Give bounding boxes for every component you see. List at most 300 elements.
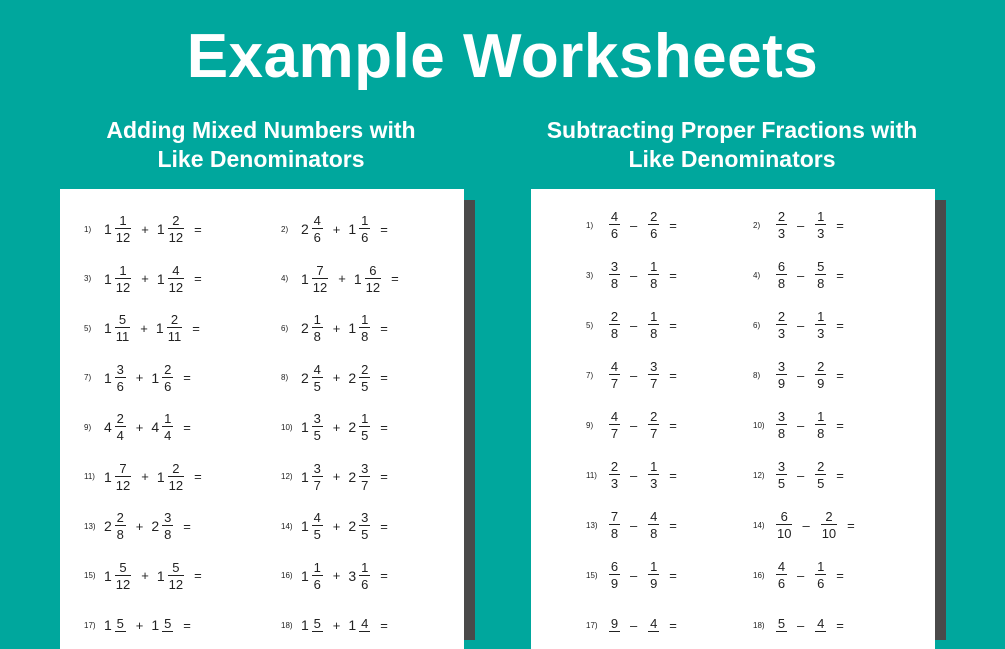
- whole-number: 1: [104, 270, 112, 287]
- math-problem: [586, 208, 677, 242]
- denominator: 8: [777, 426, 786, 441]
- numerator: 2: [777, 209, 786, 224]
- operator: +: [332, 568, 341, 583]
- denominator: 4: [116, 428, 124, 443]
- numerator: 2: [172, 460, 180, 476]
- left-worksheet-sheet: [60, 189, 464, 649]
- operator: –: [630, 417, 638, 433]
- fraction: [312, 511, 323, 541]
- problem-number: 4): [281, 274, 289, 283]
- math-problem: [281, 460, 388, 494]
- operator: –: [797, 217, 805, 233]
- fraction: [776, 617, 787, 634]
- denominator: 12: [168, 279, 184, 295]
- fraction: [776, 360, 787, 390]
- denominator: 8: [650, 326, 658, 341]
- fraction: [359, 462, 370, 492]
- equals-sign: =: [380, 617, 388, 633]
- denominator: 10: [821, 526, 837, 541]
- fraction: [167, 313, 183, 343]
- equals-sign: =: [194, 221, 202, 237]
- numerator: 3: [650, 359, 658, 374]
- denominator: 8: [116, 527, 124, 542]
- numerator: 5: [817, 259, 825, 274]
- denominator: 6: [610, 226, 619, 241]
- numerator: 4: [650, 615, 658, 631]
- operator: –: [630, 367, 638, 383]
- left-worksheet-title-line-2: Like Denominators: [157, 146, 365, 172]
- fraction: [648, 310, 659, 340]
- numerator: 3: [610, 259, 619, 274]
- denominator: 12: [168, 477, 184, 493]
- denominator: 12: [168, 576, 184, 592]
- operator: +: [332, 617, 341, 633]
- operator: +: [135, 617, 144, 633]
- numerator: 3: [361, 510, 369, 525]
- whole-number: 1: [301, 419, 309, 435]
- numerator: 1: [313, 312, 321, 327]
- denominator: 5: [361, 428, 369, 443]
- math-problem: [281, 608, 388, 642]
- fraction: [115, 412, 126, 442]
- fraction: [162, 363, 173, 393]
- equals-sign: =: [836, 367, 844, 383]
- equals-sign: =: [183, 419, 191, 435]
- fraction: [115, 462, 131, 492]
- math-problem: [586, 258, 677, 292]
- operator: –: [630, 467, 638, 483]
- math-problem: [753, 558, 844, 592]
- fraction: [609, 617, 620, 634]
- whole-number: 2: [348, 419, 357, 435]
- math-problem: [586, 508, 677, 542]
- denominator: 12: [115, 279, 131, 295]
- fraction: [609, 460, 620, 490]
- numerator: 1: [650, 559, 658, 574]
- fraction: [168, 214, 184, 244]
- fraction: [609, 210, 620, 240]
- fraction: [776, 210, 787, 240]
- denominator: 8: [650, 526, 658, 541]
- problem-number: 4): [753, 270, 761, 280]
- problem-number: 15): [84, 571, 96, 580]
- math-problem: [84, 262, 202, 296]
- operator: –: [630, 567, 638, 583]
- whole-number: 1: [301, 617, 309, 633]
- fraction: [648, 460, 659, 490]
- fraction: [359, 561, 370, 591]
- whole-number: 1: [353, 270, 362, 287]
- denominator: 5: [313, 428, 321, 443]
- denominator: 6: [361, 230, 369, 245]
- fraction: [168, 264, 184, 294]
- denominator: 6: [777, 576, 786, 591]
- fraction: [312, 412, 323, 442]
- whole-number: 1: [301, 468, 309, 485]
- denominator: 7: [361, 477, 369, 493]
- numerator: 1: [817, 409, 825, 424]
- fraction: [776, 560, 787, 590]
- numerator: 2: [777, 309, 786, 324]
- math-problem: [281, 262, 399, 296]
- numerator: 4: [777, 559, 786, 574]
- equals-sign: =: [669, 367, 677, 383]
- fraction: [312, 313, 323, 343]
- fraction: [168, 462, 184, 492]
- equals-sign: =: [380, 518, 388, 534]
- numerator: 1: [650, 309, 658, 324]
- operator: +: [332, 469, 341, 484]
- numerator: 2: [361, 361, 369, 377]
- denominator: 12: [115, 230, 131, 245]
- math-problem: [281, 410, 388, 444]
- operator: +: [141, 568, 149, 583]
- math-problem: [586, 608, 677, 642]
- fraction: [609, 510, 620, 540]
- denominator: 3: [777, 226, 786, 241]
- denominator: 12: [115, 477, 131, 493]
- whole-number: 2: [348, 518, 357, 534]
- numerator: 5: [172, 559, 180, 575]
- numerator: 4: [172, 262, 180, 278]
- numerator: 1: [361, 411, 369, 426]
- operator: –: [630, 517, 638, 533]
- denominator: 6: [650, 226, 658, 241]
- problem-number: 1): [586, 220, 594, 230]
- numerator: 1: [119, 213, 127, 228]
- denominator: 8: [164, 527, 172, 542]
- operator: –: [797, 267, 805, 283]
- numerator: 3: [313, 460, 321, 476]
- problem-number: 13): [586, 520, 598, 530]
- equals-sign: =: [380, 419, 388, 435]
- whole-number: 1: [156, 567, 165, 584]
- fraction: [115, 511, 126, 541]
- fraction: [648, 560, 659, 590]
- operator: +: [332, 370, 341, 385]
- equals-sign: =: [836, 267, 844, 283]
- operator: –: [797, 467, 805, 483]
- math-problem: [586, 408, 677, 442]
- denominator: 11: [115, 329, 130, 344]
- fraction: [609, 260, 620, 290]
- problem-number: 10): [753, 420, 765, 430]
- math-problem: [84, 212, 202, 246]
- denominator: 3: [650, 476, 658, 491]
- problem-number: 1): [84, 224, 92, 234]
- fraction: [815, 410, 826, 440]
- operator: –: [630, 617, 638, 633]
- whole-number: 1: [156, 270, 165, 287]
- math-problem: [586, 358, 677, 392]
- left-worksheet-title-line-1: Adding Mixed Numbers with: [106, 117, 416, 143]
- left-worksheet-title: [46, 116, 476, 174]
- equals-sign: =: [380, 221, 388, 237]
- operator: –: [630, 317, 638, 333]
- whole-number: 1: [104, 468, 112, 485]
- numerator: 4: [610, 209, 619, 224]
- fraction: [776, 260, 787, 290]
- problem-number: 15): [586, 570, 598, 580]
- numerator: 2: [650, 209, 658, 224]
- equals-sign: =: [669, 217, 677, 233]
- numerator: 3: [777, 459, 786, 474]
- numerator: 1: [361, 312, 369, 327]
- equals-sign: =: [183, 617, 191, 633]
- denominator: 8: [610, 526, 619, 541]
- fraction: [359, 412, 370, 442]
- problem-number: 5): [84, 323, 92, 333]
- denominator: 8: [610, 326, 619, 341]
- numerator: 5: [777, 615, 786, 631]
- problem-number: 3): [586, 270, 594, 280]
- numerator: 1: [164, 411, 172, 426]
- problem-number: 16): [753, 570, 765, 580]
- math-problem: [84, 410, 191, 444]
- numerator: 2: [610, 459, 619, 474]
- denominator: 6: [313, 576, 321, 592]
- operator: +: [332, 518, 341, 534]
- fraction: [115, 214, 131, 244]
- problem-number: 17): [84, 620, 96, 630]
- page-title: Example Worksheets: [186, 22, 819, 91]
- denominator: 7: [610, 426, 619, 441]
- equals-sign: =: [183, 518, 191, 534]
- fraction: [648, 360, 659, 390]
- math-problem: [753, 208, 844, 242]
- math-problem: [753, 508, 855, 542]
- fraction: [776, 310, 787, 340]
- denominator: 11: [167, 329, 182, 344]
- fraction: [162, 617, 173, 634]
- equals-sign: =: [836, 217, 844, 233]
- fraction: [162, 511, 173, 541]
- problem-number: 14): [753, 520, 765, 530]
- problem-number: 7): [586, 370, 594, 380]
- whole-number: 1: [104, 320, 112, 336]
- numerator: 3: [777, 409, 786, 424]
- whole-number: 2: [301, 221, 309, 237]
- numerator: 1: [817, 209, 825, 224]
- whole-number: 1: [104, 221, 112, 237]
- numerator: 6: [610, 559, 619, 574]
- math-problem: [84, 509, 191, 543]
- problem-number: 2): [281, 224, 289, 234]
- whole-number: 2: [151, 518, 160, 534]
- numerator: 1: [817, 309, 825, 324]
- numerator: 7: [610, 509, 619, 524]
- problem-number: 18): [753, 620, 765, 630]
- numerator: 1: [361, 559, 369, 575]
- operator: +: [135, 518, 144, 534]
- operator: +: [135, 419, 144, 435]
- numerator: 2: [170, 312, 179, 327]
- problem-number: 7): [84, 373, 92, 382]
- fraction: [162, 412, 173, 442]
- denominator: 5: [313, 378, 321, 394]
- numerator: 7: [316, 262, 324, 278]
- whole-number: 1: [151, 617, 160, 633]
- numerator: 2: [650, 409, 658, 424]
- fraction: [312, 617, 323, 634]
- equals-sign: =: [669, 317, 677, 333]
- numerator: 1: [817, 559, 825, 574]
- fraction: [648, 260, 659, 290]
- denominator: [648, 631, 659, 634]
- whole-number: 1: [348, 320, 357, 336]
- denominator: 5: [777, 476, 786, 491]
- operator: +: [140, 320, 148, 336]
- right-worksheet-sheet: [531, 189, 935, 649]
- numerator: 3: [361, 460, 369, 476]
- denominator: 5: [361, 527, 369, 542]
- operator: –: [797, 317, 805, 333]
- operator: –: [630, 267, 638, 283]
- numerator: 6: [777, 259, 786, 274]
- numerator: 7: [119, 460, 127, 476]
- whole-number: 2: [348, 369, 357, 386]
- equals-sign: =: [380, 469, 388, 484]
- numerator: 3: [777, 359, 786, 374]
- operator: –: [630, 217, 638, 233]
- denominator: 12: [312, 279, 328, 295]
- equals-sign: =: [836, 567, 844, 583]
- problem-number: 10): [281, 422, 293, 432]
- operator: +: [332, 221, 341, 237]
- whole-number: 1: [348, 221, 357, 237]
- denominator: 9: [777, 376, 786, 391]
- denominator: [115, 631, 126, 634]
- equals-sign: =: [194, 271, 202, 286]
- numerator: 5: [164, 615, 172, 631]
- denominator: 5: [817, 476, 825, 491]
- whole-number: 1: [301, 270, 309, 287]
- fraction: [115, 363, 126, 393]
- denominator: 8: [817, 426, 825, 441]
- denominator: 8: [313, 329, 321, 344]
- whole-number: 1: [104, 369, 112, 386]
- fraction: [648, 210, 659, 240]
- fraction: [815, 560, 826, 590]
- numerator: 1: [119, 262, 127, 278]
- numerator: 4: [313, 213, 321, 228]
- whole-number: 2: [104, 518, 112, 534]
- numerator: 2: [817, 359, 825, 374]
- problem-number: 9): [84, 422, 92, 432]
- fraction: [609, 560, 620, 590]
- equals-sign: =: [836, 467, 844, 483]
- fraction: [648, 410, 659, 440]
- numerator: 4: [313, 510, 321, 525]
- problem-number: 11): [84, 472, 95, 481]
- equals-sign: =: [183, 370, 191, 385]
- whole-number: 1: [301, 518, 309, 534]
- problem-number: 12): [281, 472, 293, 481]
- problem-number: 17): [586, 620, 598, 630]
- math-problem: [281, 509, 388, 543]
- fraction: [815, 360, 826, 390]
- operator: +: [141, 271, 149, 286]
- denominator: 8: [361, 329, 369, 344]
- denominator: 9: [650, 576, 658, 591]
- denominator: 8: [777, 276, 786, 291]
- numerator: 6: [780, 509, 788, 524]
- numerator: 5: [313, 615, 321, 631]
- right-worksheet-title-line-1: Subtracting Proper Fractions with: [546, 117, 918, 143]
- fraction: [115, 264, 131, 294]
- equals-sign: =: [391, 271, 399, 286]
- whole-number: 1: [104, 567, 112, 584]
- operator: +: [338, 271, 346, 286]
- math-problem: [586, 308, 677, 342]
- problem-number: 5): [586, 320, 594, 330]
- fraction: [609, 310, 620, 340]
- whole-number: 2: [348, 468, 357, 485]
- whole-number: 2: [301, 369, 309, 386]
- math-problem: [281, 559, 388, 593]
- math-problem: [753, 308, 844, 342]
- operator: +: [141, 221, 149, 237]
- operator: +: [332, 419, 341, 435]
- numerator: 5: [116, 615, 124, 631]
- problem-number: 11): [586, 470, 597, 480]
- math-problem: [753, 608, 844, 642]
- denominator: 9: [817, 376, 825, 391]
- whole-number: 1: [151, 369, 160, 386]
- numerator: 2: [817, 459, 825, 474]
- denominator: [162, 631, 173, 634]
- whole-number: 1: [104, 617, 112, 633]
- math-problem: [84, 311, 200, 345]
- denominator: 12: [365, 279, 381, 295]
- numerator: 2: [116, 510, 124, 525]
- fraction: [776, 510, 792, 540]
- denominator: [815, 631, 826, 634]
- equals-sign: =: [669, 467, 677, 483]
- math-problem: [281, 311, 388, 345]
- denominator: 6: [817, 576, 825, 591]
- problem-number: 3): [84, 274, 92, 283]
- whole-number: 1: [155, 320, 164, 336]
- fraction: [359, 511, 370, 541]
- math-problem: [753, 358, 844, 392]
- denominator: [776, 631, 787, 634]
- numerator: 4: [610, 359, 619, 374]
- denominator: 5: [313, 527, 321, 542]
- math-problem: [84, 460, 202, 494]
- fraction: [821, 510, 837, 540]
- operator: –: [797, 417, 805, 433]
- denominator: 6: [313, 230, 321, 245]
- fraction: [776, 460, 787, 490]
- problem-number: 18): [281, 620, 293, 630]
- numerator: 4: [361, 615, 369, 631]
- math-problem: [753, 458, 844, 492]
- denominator: 3: [777, 326, 786, 341]
- denominator: 7: [313, 477, 321, 493]
- whole-number: 2: [301, 320, 309, 336]
- problem-number: 9): [586, 420, 594, 430]
- fraction: [115, 617, 126, 634]
- numerator: 5: [118, 312, 127, 327]
- numerator: 1: [313, 559, 321, 575]
- equals-sign: =: [669, 267, 677, 283]
- fraction: [815, 210, 826, 240]
- denominator: 10: [777, 526, 792, 541]
- denominator: 3: [610, 476, 619, 491]
- whole-number: 1: [348, 617, 357, 633]
- whole-number: 3: [348, 567, 357, 584]
